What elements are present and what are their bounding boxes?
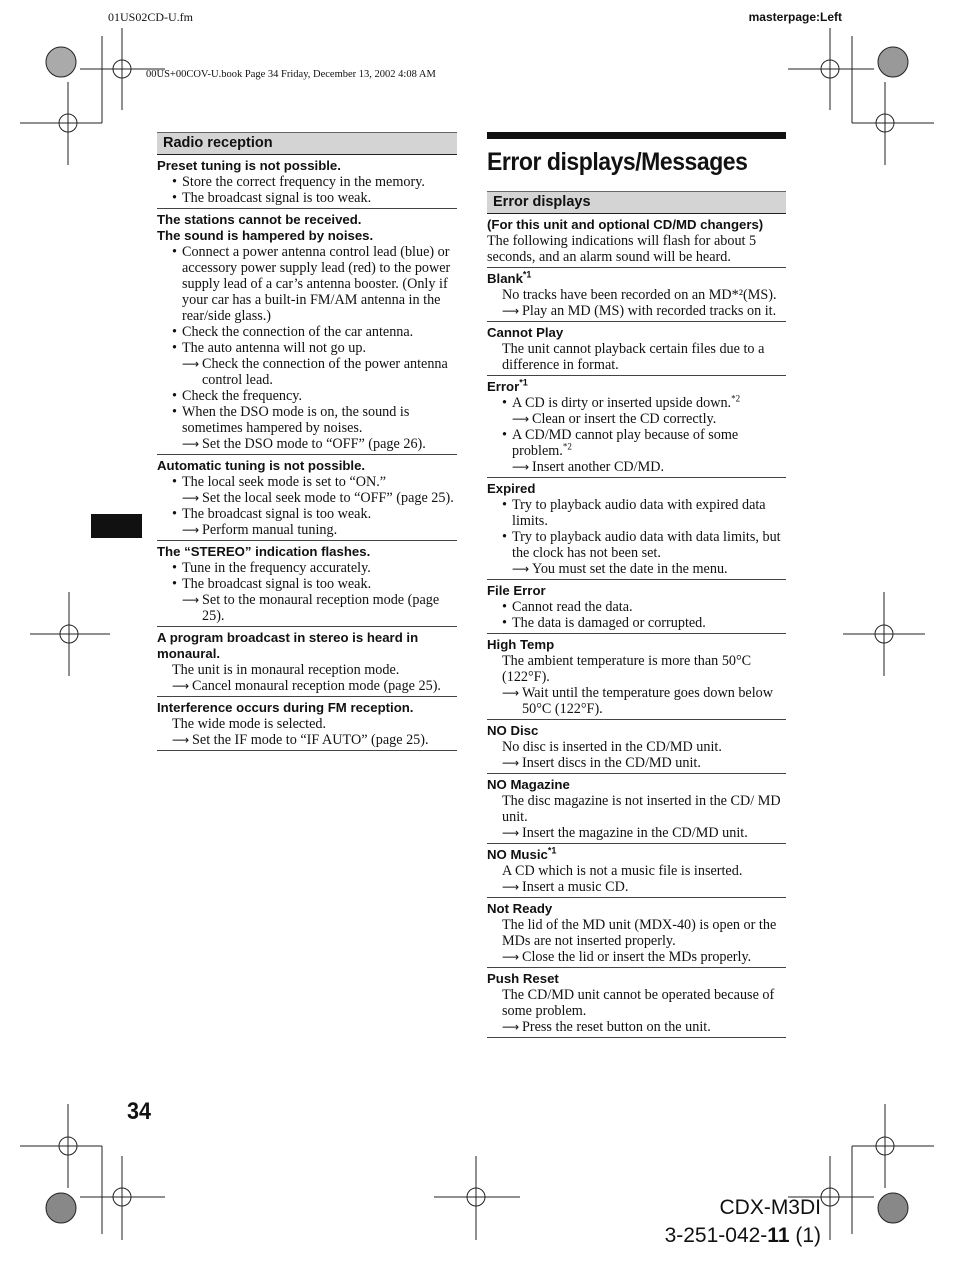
message-entry-push-reset bbox=[487, 968, 786, 1038]
entry-heading: The sound is hampered by noises. bbox=[157, 228, 374, 243]
bullet-item: • Store the correct frequency in the memory. bbox=[157, 174, 457, 190]
book-line: 00US+00COV-U.book Page 34 Friday, December 13, 2002 4:08 AM bbox=[146, 69, 436, 80]
part-code: 3-251-042-11 (1) bbox=[664, 1224, 821, 1247]
entry-heading: NO Magazine bbox=[487, 777, 570, 792]
arrow-right-icon: ⟶ bbox=[182, 523, 200, 537]
remedy-text: Set the local seek mode to “OFF” (page 25). bbox=[202, 490, 454, 506]
remedy-text: Wait until the temperature goes down below 50°C (122°F). bbox=[522, 685, 774, 717]
troubleshoot-entry bbox=[157, 155, 457, 209]
entry-heading: Push Reset bbox=[487, 971, 559, 986]
message-entry-no-disc bbox=[487, 720, 786, 774]
entry-heading: Blank$^{*1}$ bbox=[487, 269, 532, 286]
remedy-item bbox=[487, 1019, 786, 1035]
entry-heading: Automatic tuning is not possible. bbox=[157, 458, 366, 473]
footnote-ref: *1 bbox=[522, 269, 532, 280]
bullet-item: • A CD is dirty or inserted upside down.$^{*2}$ bbox=[487, 395, 786, 411]
troubleshoot-entry bbox=[157, 627, 457, 697]
remedy-item bbox=[487, 879, 786, 895]
bullet-item: • A CD/MD cannot play because of some problem.$^{*2}$ bbox=[487, 427, 786, 459]
entry-heading: Interference occurs during FM reception. bbox=[157, 700, 414, 715]
remedy-text: Set the DSO mode to “OFF” (page 26). bbox=[202, 436, 426, 452]
troubleshoot-entry bbox=[157, 455, 457, 541]
section-title-error-displays: Error displays bbox=[487, 191, 786, 214]
entry-heading: High Temp bbox=[487, 637, 555, 652]
arrow-right-icon: ⟶ bbox=[512, 412, 530, 426]
cause-text: A CD which is not a music file is inserted. bbox=[502, 863, 743, 879]
remedy-item bbox=[487, 685, 786, 717]
cause-text: The unit cannot playback certain files due to a difference in format. bbox=[502, 341, 765, 373]
remedy-text: Set to the monaural reception mode (page 25). bbox=[202, 592, 440, 624]
entry-heading: NO Disc bbox=[487, 723, 539, 738]
page-title: Error displays/Messages bbox=[487, 148, 748, 176]
troubleshoot-entry bbox=[157, 541, 457, 627]
cause-text: No tracks have been recorded on an MD*²(MS). bbox=[502, 287, 777, 303]
remedy-text: Play an MD (MS) with recorded tracks on it. bbox=[522, 303, 777, 319]
bullet-item: • The local seek mode is set to “ON.” bbox=[157, 474, 457, 490]
remedy-text: Set the IF mode to “IF AUTO” (page 25). bbox=[192, 732, 429, 748]
intro-text: The following indications will flash for about 5 seconds, and an alarm sound will be heard. bbox=[487, 233, 757, 265]
footnote-ref: *2 bbox=[562, 441, 572, 452]
arrow-right-icon: ⟶ bbox=[512, 460, 530, 474]
message-entry-not-ready bbox=[487, 898, 786, 968]
cause-text: No disc is inserted in the CD/MD unit. bbox=[502, 739, 722, 755]
bullet-item: • Tune in the frequency accurately. bbox=[157, 560, 457, 576]
bullet-item: • Try to playback audio data with data limits, but the clock has not been set. bbox=[487, 529, 786, 561]
intro-entry bbox=[487, 214, 786, 268]
remedy-text: Press the reset button on the unit. bbox=[522, 1019, 711, 1035]
remedy-item bbox=[157, 732, 457, 748]
message-entry-file-error bbox=[487, 580, 786, 634]
remedy-item bbox=[487, 755, 786, 771]
cause-text: The ambient temperature is more than 50°C (122°F). bbox=[502, 653, 752, 685]
entry-heading: Cannot Play bbox=[487, 325, 564, 340]
remedy-item bbox=[157, 592, 457, 624]
entry-heading: NO Music$^{*1}$ bbox=[487, 845, 557, 862]
remedy-text: Insert another CD/MD. bbox=[532, 459, 664, 475]
bullet-item: • The data is damaged or corrupted. bbox=[487, 615, 786, 631]
entry-heading: Preset tuning is not possible. bbox=[157, 158, 341, 173]
radio-reception-column bbox=[157, 132, 457, 751]
masterpage-label: masterpage:Left bbox=[748, 10, 842, 24]
entry-heading: A program broadcast in stereo is heard in monaural. bbox=[157, 630, 419, 661]
entry-heading: (For this unit and optional CD/MD changers) bbox=[487, 217, 764, 232]
cause-text: The lid of the MD unit (MDX-40) is open or the MDs are not inserted properly. bbox=[502, 917, 777, 949]
remedy-item bbox=[487, 825, 786, 841]
arrow-right-icon: ⟶ bbox=[502, 1020, 520, 1034]
arrow-right-icon: ⟶ bbox=[172, 733, 190, 747]
bullet-item: • The broadcast signal is too weak. bbox=[157, 506, 457, 522]
error-displays-column bbox=[487, 132, 786, 1038]
bullet-item: • Check the connection of the car antenna. bbox=[157, 324, 457, 340]
message-entry-blank bbox=[487, 268, 786, 322]
message-entry-high-temp bbox=[487, 634, 786, 720]
section-tab-marker bbox=[91, 514, 142, 538]
remedy-text: Check the connection of the power antenna control lead. bbox=[202, 356, 448, 388]
cause-text: The CD/MD unit cannot be operated because of some problem. bbox=[502, 987, 775, 1019]
arrow-right-icon: ⟶ bbox=[182, 357, 200, 371]
entry-heading: File Error bbox=[487, 583, 546, 598]
remedy-item bbox=[157, 678, 457, 694]
entry-heading: The stations cannot be received. bbox=[157, 212, 362, 227]
remedy-item bbox=[487, 303, 786, 319]
arrow-right-icon: ⟶ bbox=[502, 950, 520, 964]
arrow-right-icon: ⟶ bbox=[502, 880, 520, 894]
bullet-item: • Cannot read the data. bbox=[487, 599, 786, 615]
arrow-right-icon: ⟶ bbox=[172, 679, 190, 693]
remedy-text: Insert a music CD. bbox=[522, 879, 629, 895]
page-number: 34 bbox=[127, 1098, 152, 1125]
footnote-ref: *2 bbox=[731, 393, 741, 404]
bullet-item: • Try to playback audio data with expired data limits. bbox=[487, 497, 786, 529]
footnote-ref: *1 bbox=[547, 845, 557, 856]
message-entry-expired bbox=[487, 478, 786, 580]
remedy-item bbox=[157, 490, 457, 506]
bullet-item: • When the DSO mode is on, the sound is sometimes hampered by noises. bbox=[157, 404, 457, 436]
model-number: CDX-M3DI bbox=[719, 1196, 821, 1219]
arrow-right-icon: ⟶ bbox=[502, 686, 520, 700]
remedy-item bbox=[487, 949, 786, 965]
bullet-item: • The broadcast signal is too weak. bbox=[157, 190, 457, 206]
bullet-item: • The broadcast signal is too weak. bbox=[157, 576, 457, 592]
remedy-text: Insert the magazine in the CD/MD unit. bbox=[522, 825, 748, 841]
remedy-text: Perform manual tuning. bbox=[202, 522, 338, 538]
remedy-text: Close the lid or insert the MDs properly. bbox=[522, 949, 752, 965]
cause-text: The disc magazine is not inserted in the CD/ MD unit. bbox=[502, 793, 781, 825]
arrow-right-icon: ⟶ bbox=[182, 437, 200, 451]
message-entry-no-music bbox=[487, 844, 786, 898]
remedy-item bbox=[487, 561, 786, 577]
cause-text: The unit is in monaural reception mode. bbox=[172, 662, 400, 678]
entry-heading: Error$^{*1}$ bbox=[487, 377, 528, 394]
remedy-item bbox=[487, 411, 786, 427]
arrow-right-icon: ⟶ bbox=[512, 562, 530, 576]
entry-heading: Expired bbox=[487, 481, 536, 496]
remedy-text: Insert discs in the CD/MD unit. bbox=[522, 755, 701, 771]
remedy-item bbox=[157, 356, 457, 388]
troubleshoot-entry bbox=[157, 697, 457, 751]
message-entry-error bbox=[487, 376, 786, 478]
file-name: 01US02CD-U.fm bbox=[108, 10, 194, 24]
arrow-right-icon: ⟶ bbox=[502, 304, 520, 318]
remedy-item bbox=[157, 436, 457, 452]
remedy-item bbox=[157, 522, 457, 538]
section-title-radio: Radio reception bbox=[157, 132, 457, 155]
cause-text: The wide mode is selected. bbox=[172, 716, 327, 732]
arrow-right-icon: ⟶ bbox=[182, 491, 200, 505]
remedy-text: Cancel monaural reception mode (page 25). bbox=[192, 678, 441, 694]
bullet-item: • Check the frequency. bbox=[157, 388, 457, 404]
entry-heading: Not Ready bbox=[487, 901, 553, 916]
troubleshoot-entry bbox=[157, 209, 457, 455]
footnote-ref: *1 bbox=[519, 377, 528, 388]
message-entry-cannot-play bbox=[487, 322, 786, 376]
remedy-text: Clean or insert the CD correctly. bbox=[532, 411, 717, 427]
remedy-item bbox=[487, 459, 786, 475]
title-rule bbox=[487, 132, 786, 139]
bullet-item: • The auto antenna will not go up. bbox=[157, 340, 457, 356]
message-entry-no-magazine bbox=[487, 774, 786, 844]
remedy-text: You must set the date in the menu. bbox=[532, 561, 728, 577]
arrow-right-icon: ⟶ bbox=[502, 826, 520, 840]
entry-heading: The “STEREO” indication flashes. bbox=[157, 544, 371, 559]
arrow-right-icon: ⟶ bbox=[502, 756, 520, 770]
bullet-item: • Connect a power antenna control lead (blue) or accessory power supply lead (red) to the power supply lead of a car’s antenna booster. (Only if your car has a built-in FM/AM antenna in the rear/side glass.) bbox=[157, 244, 457, 324]
arrow-right-icon: ⟶ bbox=[182, 593, 200, 607]
